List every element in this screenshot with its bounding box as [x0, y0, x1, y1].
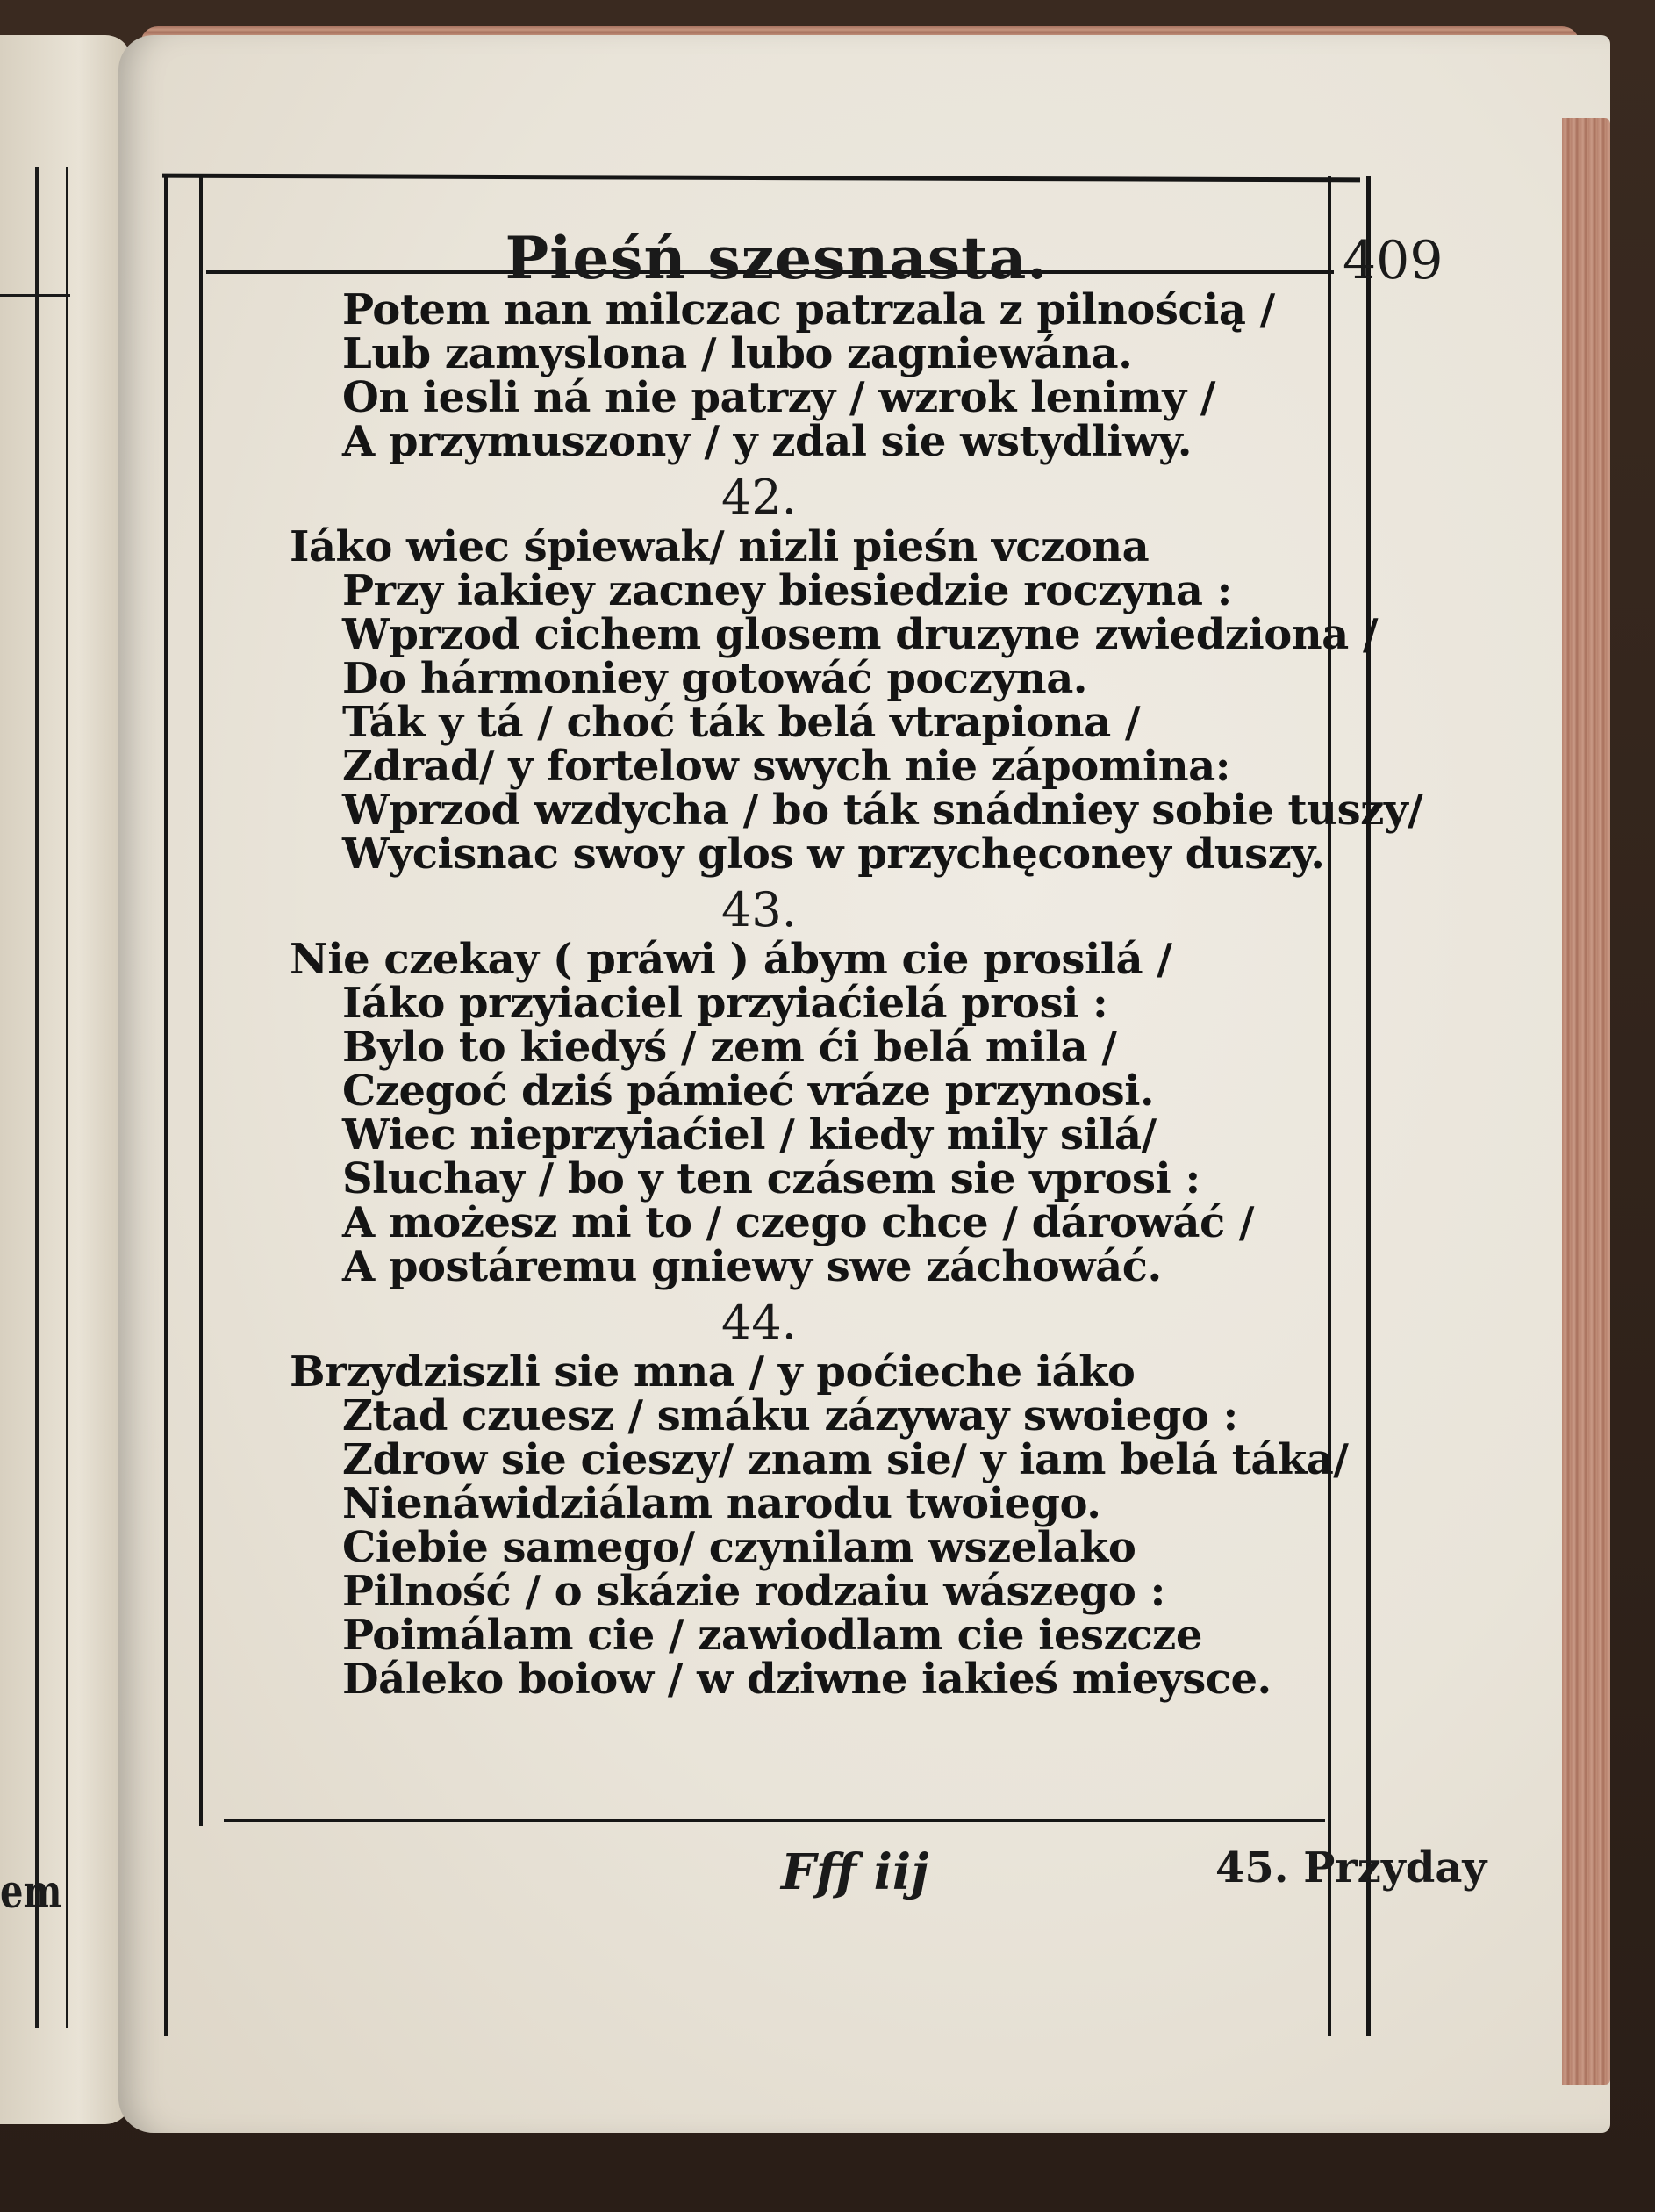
verse-line: Ciebie samego/ czynilam wszelako [342, 1523, 1136, 1572]
signature-mark: Fff iij [781, 1843, 929, 1901]
verse-line: Czegoć dziś pámieć vráze przynosi. [342, 1066, 1155, 1116]
verse-line: Nienáwidziálam narodu twoiego. [342, 1479, 1101, 1528]
page-title: Pieśń szesnasta. [505, 224, 1049, 292]
stanza-number: 43. [721, 882, 797, 937]
left-page-rule [0, 294, 70, 297]
fore-edge-pages [1562, 118, 1610, 2085]
verse-line: Brzydziszli sie mna / y poćieche iáko [290, 1347, 1136, 1397]
frame-left-inner-rule [199, 176, 203, 1826]
right-page [118, 35, 1610, 2133]
verse-line: Zdrad/ y fortelow swych nie zápomina: [342, 742, 1230, 791]
verse-line: A postáremu gniewy swe záchowáć. [342, 1242, 1162, 1291]
verse-line: Przy iakiey zacney biesiedzie roczyna : [342, 566, 1232, 615]
verse-line: Sluchay / bo y ten czásem sie vprosi : [342, 1154, 1200, 1203]
verse-line: Do hármoniey gotowáć poczyna. [342, 654, 1088, 703]
verse-line: Pilność / o skázie rodzaiu wászego : [342, 1567, 1165, 1616]
frame-right-outer-rule [1366, 176, 1371, 2036]
verse-line: Potem nan milczac patrzala z pilnością / [342, 285, 1275, 334]
verse-line: Iáko przyiaciel przyiaćielá prosi : [342, 979, 1108, 1028]
verse-line: On iesli ná nie patrzy / wzrok lenimy / [342, 373, 1215, 422]
frame-right-inner-rule [1328, 176, 1331, 2036]
verse-line: Wprzod wzdycha / bo ták snádniey sobie tuszy/ [342, 786, 1423, 835]
verse-line: Wiec nieprzyiaćiel / kiedy mily silá/ [342, 1110, 1157, 1160]
verse-line: Nie czekay ( práwi ) ábym cie prosilá / [290, 935, 1172, 984]
frame-left-outer-rule [164, 176, 168, 2036]
verse-line: Ztad czuesz / smáku zázyway swoiego : [342, 1391, 1238, 1440]
verse-line: Wprzod cichem glosem druzyne zwiedziona / [342, 610, 1379, 659]
verse-line: Iáko wiec śpiewak/ nizli pieśn vczona [290, 522, 1150, 571]
left-page-edge-text: em [0, 1865, 62, 1919]
frame-bottom-rule [224, 1819, 1325, 1822]
verse-line: Lub zamyslona / lubo zagniewána. [342, 329, 1133, 378]
verse-line: Zdrow sie cieszy/ znam sie/ y iam belá táka/ [342, 1435, 1349, 1484]
verse-line: Bylo to kiedyś / zem ći belá mila / [342, 1023, 1117, 1072]
frame-top-rule [162, 174, 1360, 183]
verse-line: Ták y tá / choć ták belá vtrapiona / [342, 698, 1140, 747]
left-page-rule [35, 167, 39, 2028]
verse-line: A przymuszony / y zdal sie wstydliwy. [342, 417, 1193, 466]
stanza-number: 42. [721, 470, 797, 525]
verse-line: Dáleko boiow / w dziwne iakieś mieysce. [342, 1655, 1272, 1704]
verse-line: Wycisnac swoy glos w przychęconey duszy. [342, 830, 1325, 879]
left-page-rule [66, 167, 68, 2028]
catchword: 45. Przyday [1215, 1843, 1487, 1892]
verse-line: A możesz mi to / czego chce / dárowáć / [342, 1198, 1254, 1247]
stanza-number: 44. [721, 1295, 797, 1350]
verse-line: Poimálam cie / zawiodlam cie ieszcze [342, 1611, 1202, 1660]
page-number: 409 [1343, 230, 1444, 291]
left-facing-page [0, 35, 132, 2124]
